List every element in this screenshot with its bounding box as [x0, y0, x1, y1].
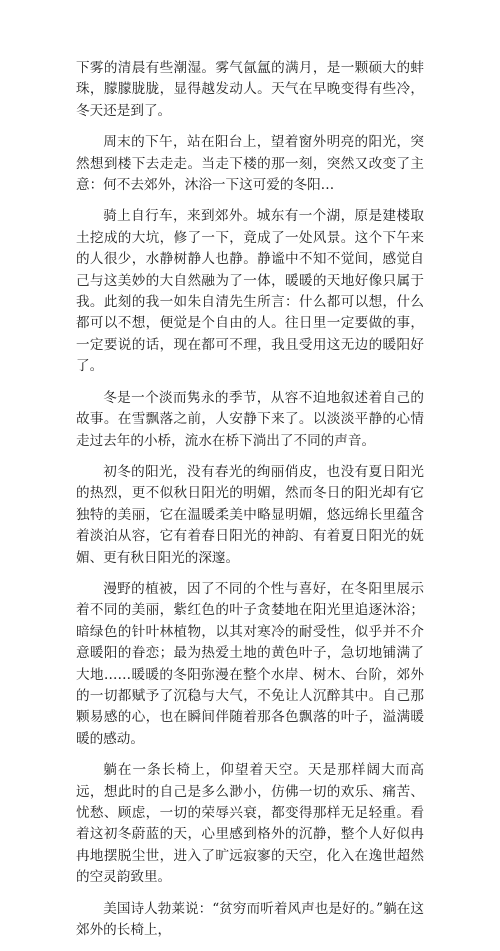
- paragraph: 周末的下午，站在阳台上，望着窗外明亮的阳光，突然想到楼下去走走。当走下楼的那一刻，突然又改变了主意：何不去郊外，沐浴一下这可爱的冬阳…: [76, 134, 424, 194]
- paragraph: 漫野的植被，因了不同的个性与喜好，在冬阳里展示着不同的美丽，紫红色的叶子贪婪地在阳光里追逐沐浴；暗绿色的针叶林植物，以其对寒冷的耐受性，似乎并不介意暖阳的眷恋；最为热爱土地的黄色叶子，急切地铺满了大地……暖暖的冬阳弥漫在整个水岸、树木、台阶，郊外的一切都赋予了沉稳与大气，不免让人沉醉其中。自己那颗易感的心，也在瞬间伴随着那各色飘落的叶子，溢满暖暖的感动。: [76, 580, 424, 747]
- paragraph: 骑上自行车，来到郊外。城东有一个湖，原是建楼取土挖成的大坑，修了一下，竟成了一处风景。这个下午来的人很少，水静树静人也静。静谧中不知不觉间，感觉自己与这美妙的大自然融为了一体，暖暖的天地好像只属于我。此刻的我一如朱自清先生所言：什么都可以想，什么都可以不想，便觉是个自由的人。往日里一定要做的事，一定要说的话，现在都可不理，我且受用这无边的暖阳好了。: [76, 208, 424, 375]
- paragraph: 冬是一个淡而隽永的季节，从容不迫地叙述着自己的故事。在雪飘落之前，人安静下来了。以淡淡平静的心情走过去年的小桥，流水在桥下淌出了不同的声音。: [76, 389, 424, 449]
- paragraph: 躺在一条长椅上，仰望着天空。天是那样阔大而高远，想此时的自己是多么渺小，仿佛一切的欢乐、痛苦、忧愁、顾虑，一切的荣辱兴衰，都变得那样无足轻重。看着这初冬蔚蓝的天，心里感到格外的沉静，整个人好似冉冉地摆脱尘世，进入了旷远寂寥的天空，化入在逸世超然的空灵韵致里。: [76, 762, 424, 886]
- paragraph: 美国诗人勃莱说：“贫穷而听着风声也是好的。”躺在这郊外的长椅上，: [76, 900, 424, 939]
- paragraph: 初冬的阳光，没有春光的绚丽俏皮，也没有夏日阳光的热烈，更不似秋日阳光的明媚，然而冬日的阳光却有它独特的美丽，它在温暖柔美中略显明媚，悠远绵长里蕴含着淡泊从容，它有着春日阳光的神韵、有着夏日阳光的妩媚、更有秋日阳光的深邃。: [76, 463, 424, 566]
- article-body: [76, 58, 424, 951]
- paragraph: 下雾的清晨有些潮湿。雾气氤氲的满月，是一颗硕大的蚌珠，朦朦胧胧，显得越发动人。天气在早晚变得有些冷，冬天还是到了。: [76, 60, 424, 119]
